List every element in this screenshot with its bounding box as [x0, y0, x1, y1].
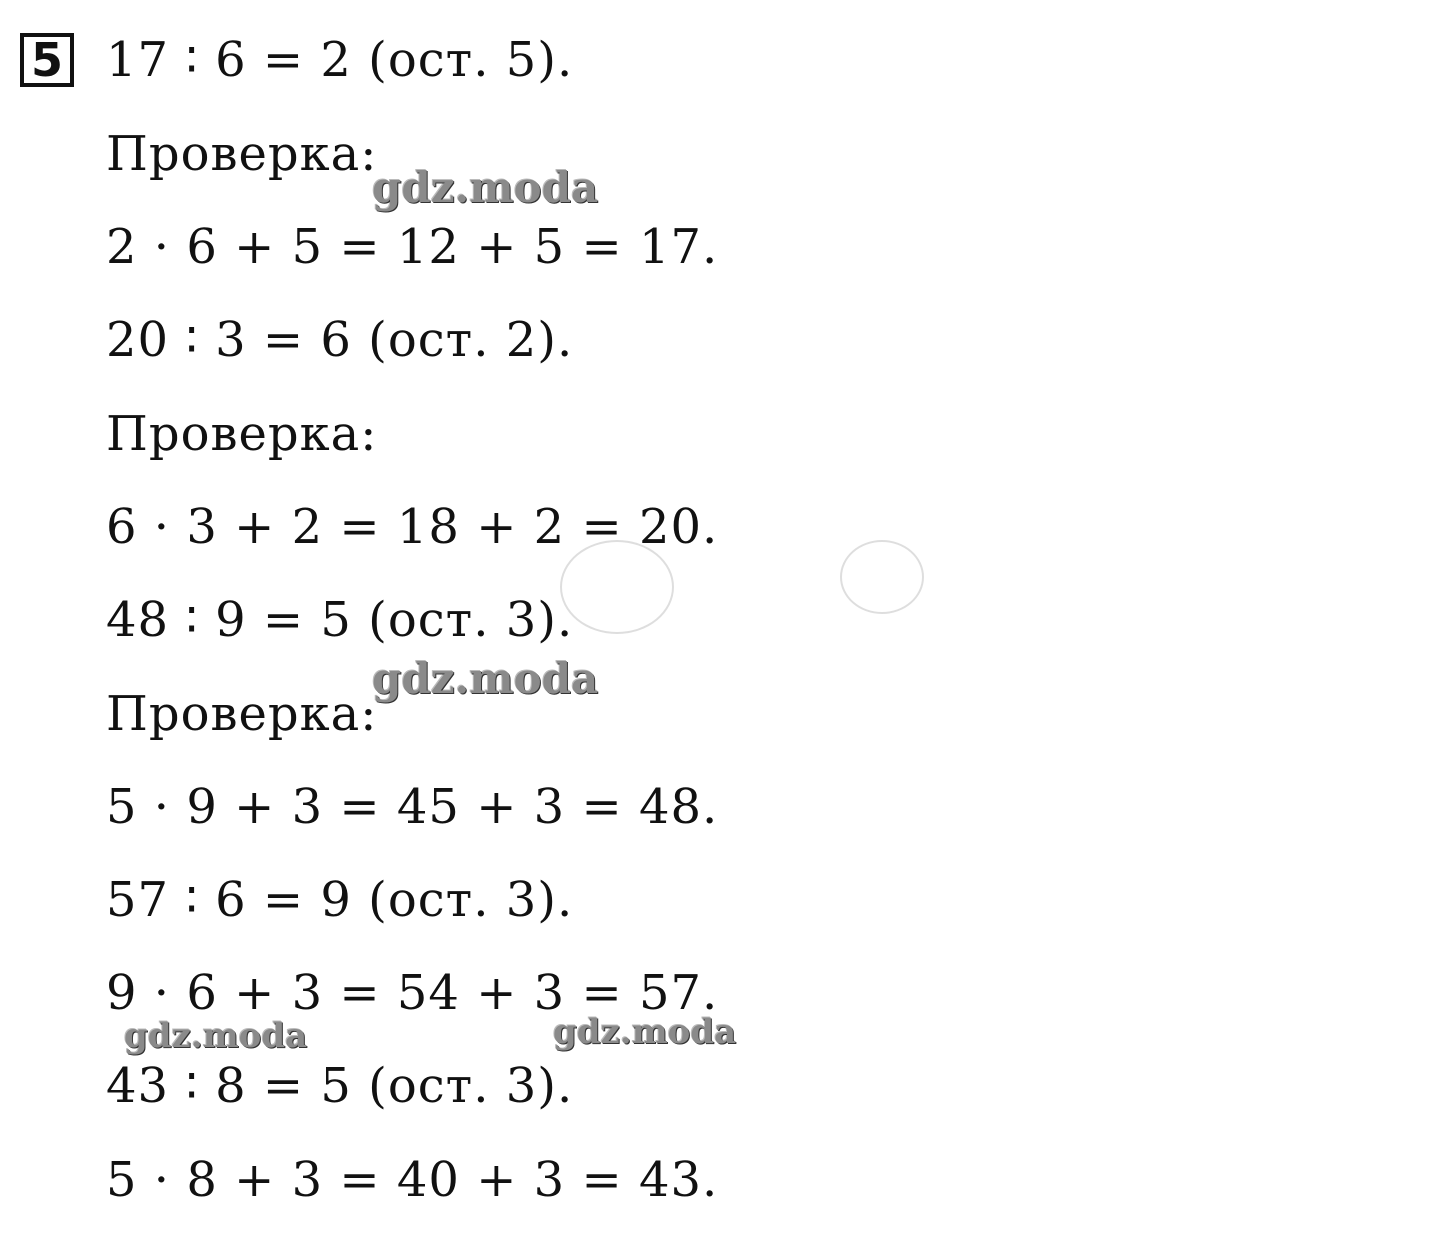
check-label-1: Проверка:	[106, 126, 378, 182]
solution-line-2: 20 ∶ 3 = 6 (ост. 2).	[106, 312, 574, 368]
solution-line-4: 57 ∶ 6 = 9 (ост. 3).	[106, 872, 574, 928]
check-label-3: Проверка:	[106, 686, 378, 742]
check-line-4: 9 · 6 + 3 = 54 + 3 = 57.	[106, 965, 719, 1021]
check-line-3: 5 · 9 + 3 = 45 + 3 = 48.	[106, 779, 719, 835]
faint-watermark-trace	[840, 540, 924, 614]
check-line-1: 2 · 6 + 5 = 12 + 5 = 17.	[106, 219, 719, 275]
watermark-logo: gdz.moda	[553, 1012, 737, 1052]
solution-line-3: 48 ∶ 9 = 5 (ост. 3).	[106, 592, 574, 648]
watermark-logo: gdz.moda	[372, 163, 599, 212]
solution-line-1: 17 ∶ 6 = 2 (ост. 5).	[106, 32, 574, 88]
task-number-box: 5	[20, 33, 74, 87]
watermark-logo: gdz.moda	[124, 1016, 308, 1056]
solution-line-5: 43 ∶ 8 = 5 (ост. 3).	[106, 1058, 574, 1114]
watermark-logo: gdz.moda	[372, 654, 599, 703]
check-line-2: 6 · 3 + 2 = 18 + 2 = 20.	[106, 499, 719, 555]
check-label-2: Проверка:	[106, 406, 378, 462]
check-line-5: 5 · 8 + 3 = 40 + 3 = 43.	[106, 1152, 719, 1208]
